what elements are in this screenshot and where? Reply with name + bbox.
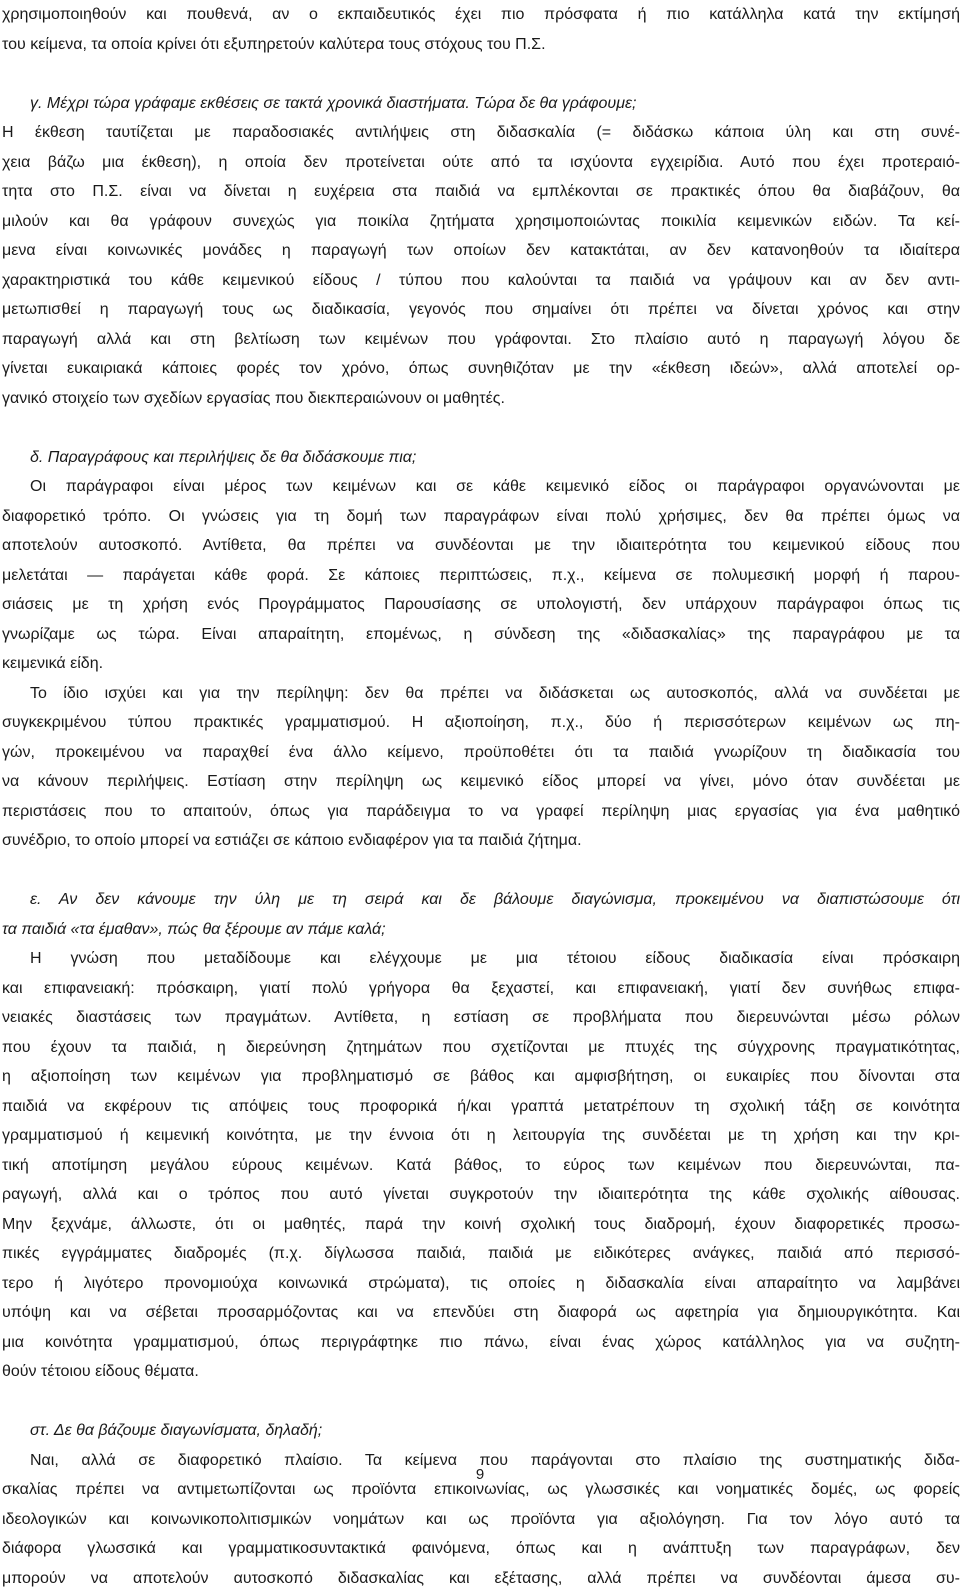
text-line: παιδιά να εκφέρουν τις απόψεις τους προφορικά ή/και γραπτά μετατρέπουν τη σχολική τάξη σε κοινότητα [0,1092,960,1122]
text-line: Οι παράγραφοι είναι μέρος των κειμένων και σε κάθε κειμενικό είδος οι παράγραφοι οργανώνονται με [0,472,960,502]
text-line: χαρακτηριστικά του κάθε κειμενικού είδους / τύπου που καλούνται τα παιδιά να γράψουν και αν δεν αντι- [0,266,960,296]
text-line: που έχουν τα παιδιά, η διερεύνηση ζητημάτων που σχετίζονται με πτυχές της σύγχρονης πραγματικότητας, [0,1033,960,1063]
section-delta-heading [0,443,960,473]
text-line: γνωρίζαμε ως τώρα. Είναι απαραίτητη, επομένως, η σύνδεση της «διδασκαλίας» της παραγράφου με τα [0,620,960,650]
text-line: και επιφανειακή: πρόσκαιρη, γιατί πολύ γρήγορα θα ξεχαστεί, και επιφανειακή, γιατί δεν συνήθως επιφα- [0,974,960,1004]
text-line: υπόψη και να σέβεται προσαρμόζοντας και να επενδύει στη διαφορά ως αφετηρία για δημιουργικότητα. Και [0,1298,960,1328]
text-line: τική αποτίμηση μεγάλου εύρους κειμένων. Κατά βάθος, το εύρος των κειμένων που διερευνώνται, πα- [0,1151,960,1181]
text-line: μελετάται — παράγεται κάθε φορά. Σε κάποιες περιπτώσεις, π.χ., κείμενα σε πολυμεσική μορφή ή παρου- [0,561,960,591]
heading-text: τα παιδιά «τα έμαθαν», πώς θα ξέρουμε αν πάμε καλά; [2,921,386,938]
text-line: συγκεκριμένου τύπου πρακτικές γραμματισμού. Η αξιοποίηση, π.χ., δύο ή περισσότερων κειμένων ως πη- [0,708,960,738]
text-line: Η έκθεση ταυτίζεται με παραδοσιακές αντιλήψεις στη διδασκαλία (= διδάσκω κάποια ύλη και στη συνέ- [0,118,960,148]
text-line: Το ίδιο ισχύει και για την περίληψη: δεν θα πρέπει να διδάσκεται ως αυτοσκοπός, αλλά να συνδέεται με [0,679,960,709]
text-line: χρησιμοποιηθούν και πουθενά, αν ο εκπαιδευτικός έχει πιο πρόσφατα ή πιο κατάλληλα κατά την εκτίμησή [0,0,960,30]
text-line: διάφορα γλωσσικά και γραμματικοσυντακτικά φαινόμενα, όπως και η ανάπτυξη των παραγράφων, δεν [0,1534,960,1564]
text-line: χεια βάζω μια έκθεση), η οποία δεν προτείνεται ούτε από τα ισχύοντα εγχειρίδια. Αυτό που έχει προτεραιό- [0,148,960,178]
text-line: σιάσεις με τη χρήση ενός Προγράμματος Παρουσίασης σε υπολογιστή, δεν υπάρχουν παράγραφοι όπως τις [0,590,960,620]
text-line: ραγωγή, αλλά και ο τρόπος που αυτό γίνεται συγκροτούν την ιδιαιτερότητα της κάθε σχολικής αίθουσας. [0,1180,960,1210]
blank-line [0,59,960,89]
text-line: να κάνουν περιλήψεις. Εστίαση στην περίληψη ως κειμενικό είδος μπορεί να γίνει, μόνο όταν συνδέεται με [0,767,960,797]
text-line: παραγωγή αλλά και στη βελτίωση των κειμένων που γράφονται. Στο πλαίσιο αυτό η παραγωγή λόγου δε [0,325,960,355]
text-line: κειμενικά είδη. [0,649,960,679]
text-line: ιδεολογικών και κοινωνικοπολιτισμικών νοημάτων και ως προϊόντα για αξιολόγηση. Για τον λόγο αυτό τα [0,1505,960,1535]
text-line: γραμματισμού ή κειμενική κοινότητα, με την έννοια ότι η λειτουργία της συνδέεται με τη χρήση και την κρι- [0,1121,960,1151]
text-line: τητα στο Π.Σ. είναι να δίνεται η ευχέρεια στα παιδιά να εμπλέκονται σε πρακτικές όπου θα διαβάζουν, θα [0,177,960,207]
blank-line [0,413,960,443]
section-st-heading [0,1416,960,1446]
text-line: του κείμενα, τα οποία κρίνει ότι εξυπηρετούν καλύτερα τους στόχους του Π.Σ. [0,30,960,60]
text-line: πικές εγγράμματες διαδρομές (π.χ. δίγλωσσα παιδιά, παιδιά με ειδικότερες ανάγκες, παιδιά από περισσό- [0,1239,960,1269]
text-line: μια κοινότητα γραμματισμού, όπως περιγράφτηκε πιο πάνω, είναι ένας χώρος κατάλληλος για να συζητη- [0,1328,960,1358]
text-line: Ναι, αλλά σε διαφορετικό πλαίσιο. Τα κείμενα που παράγονται στο πλαίσιο της συστηματικής διδα- [0,1446,960,1476]
text-line: τερο ή λιγότερο προνομιούχα κοινωνικά στρώματα), τις οποίες η διδασκαλία είναι απαραίτητο να λαμβάνει [0,1269,960,1299]
text-line: η αξιοποίηση των κειμένων για προβληματισμό σε βάθος και αμφισβήτηση, οι ευκαιρίες που δίνονται στα [0,1062,960,1092]
text-line: μπορούν να αποτελούν αυτοσκοπό διδασκαλίας και εξέτασης, αλλά πρέπει να συνδέονται άμεσα συ- [0,1564,960,1593]
text-line: διαφορετικό τρόπο. Οι γνώσεις για τη δομή των παραγράφων είναι πολύ χρήσιμες, δεν θα πρέπει όμως να [0,502,960,532]
text-line: γανικό στοιχείο των σχεδίων εργασίας που διεκπεραιώνουν οι μαθητές. [0,384,960,414]
text-line: συνέδριο, το οποίο μπορεί να εστιάζει σε κάποιο ενδιαφέρον για τα παιδιά ζήτημα. [0,826,960,856]
text-line: θούν τέτοιου είδους θέματα. [0,1357,960,1387]
text-line: αποτελούν αυτοσκοπό. Αντίθετα, θα πρέπει να συνδέονται με την ιδιαιτερότητα του κειμενικού είδους που [0,531,960,561]
section-gamma-heading [0,89,960,119]
text-line: μενα είναι κοινωνικές μονάδες η παραγωγή των οποίων δεν κατακτάται, αν δεν κατανοηθούν τα ιδιαίτερα [0,236,960,266]
text-line: γίνεται ευκαιριακά κάποιες φορές τον χρόνο, όπως συνηθιζόταν με την «έκθεση ιδεών», αλλά αποτελεί ορ- [0,354,960,384]
text-line: Η γνώση που μεταδίδουμε και ελέγχουμε με μια τέτοιου είδους διαδικασία είναι πρόσκαιρη [0,944,960,974]
heading-text: στ. Δε θα βάζουμε διαγωνίσματα, δηλαδή; [30,1422,322,1439]
text-line: γών, προκειμένου να παραχθεί ένα άλλο κείμενο, προϋποθέτει ότι τα παιδιά γνωρίζουν τη διαδικασία του [0,738,960,768]
text-line: μετωπισθεί η παραγωγή τους ως διαδικασία, γεγονός που σημαίνει ότι πρέπει να δίνεται χρόνος και στην [0,295,960,325]
text-line: περιστάσεις που το απαιτούν, όπως για παράδειγμα το να γραφεί περίληψη μιας εργασίας για ένα μαθητικό [0,797,960,827]
section-epsilon-heading [0,885,960,915]
heading-text: γ. Μέχρι τώρα γράφαμε εκθέσεις σε τακτά χρονικά διαστήματα. Τώρα δε θα γράφουμε; [30,95,636,112]
heading-text: δ. Παραγράφους και περιλήψεις δε θα διδάσκουμε πια; [30,449,416,466]
page-number: 9 [0,1465,960,1485]
text-line: Μην ξεχνάμε, άλλωστε, ότι οι μαθητές, παρά την κοινή σχολική τους διαδρομή, έχουν διαφορετικές προσω- [0,1210,960,1240]
heading-text: ε. Αν δεν κάνουμε την ύλη με τη σειρά και δε βάλουμε διαγώνισμα, προκειμένου να διαπιστώσουμε ότι [30,891,960,908]
text-line: σκαλίας πρέπει να αντιμετωπίζονται ως προϊόντα επικοινωνίας, ως γλωσσικές και νοηματικές δομές, ως φορείς [0,1475,960,1505]
text-line: μιλούν και θα γράφουν συνεχώς για ποικίλα ζητήματα χρησιμοποιώντας ποικιλία κειμενικών ειδών. Τα κεί- [0,207,960,237]
blank-line [0,1387,960,1417]
text-line: νειακές διαστάσεις των πραγμάτων. Αντίθετα, η εστίαση σε προβλήματα που διερευνώνται μέσω ρόλων [0,1003,960,1033]
section-epsilon-heading-cont [0,915,960,945]
blank-line [0,856,960,886]
